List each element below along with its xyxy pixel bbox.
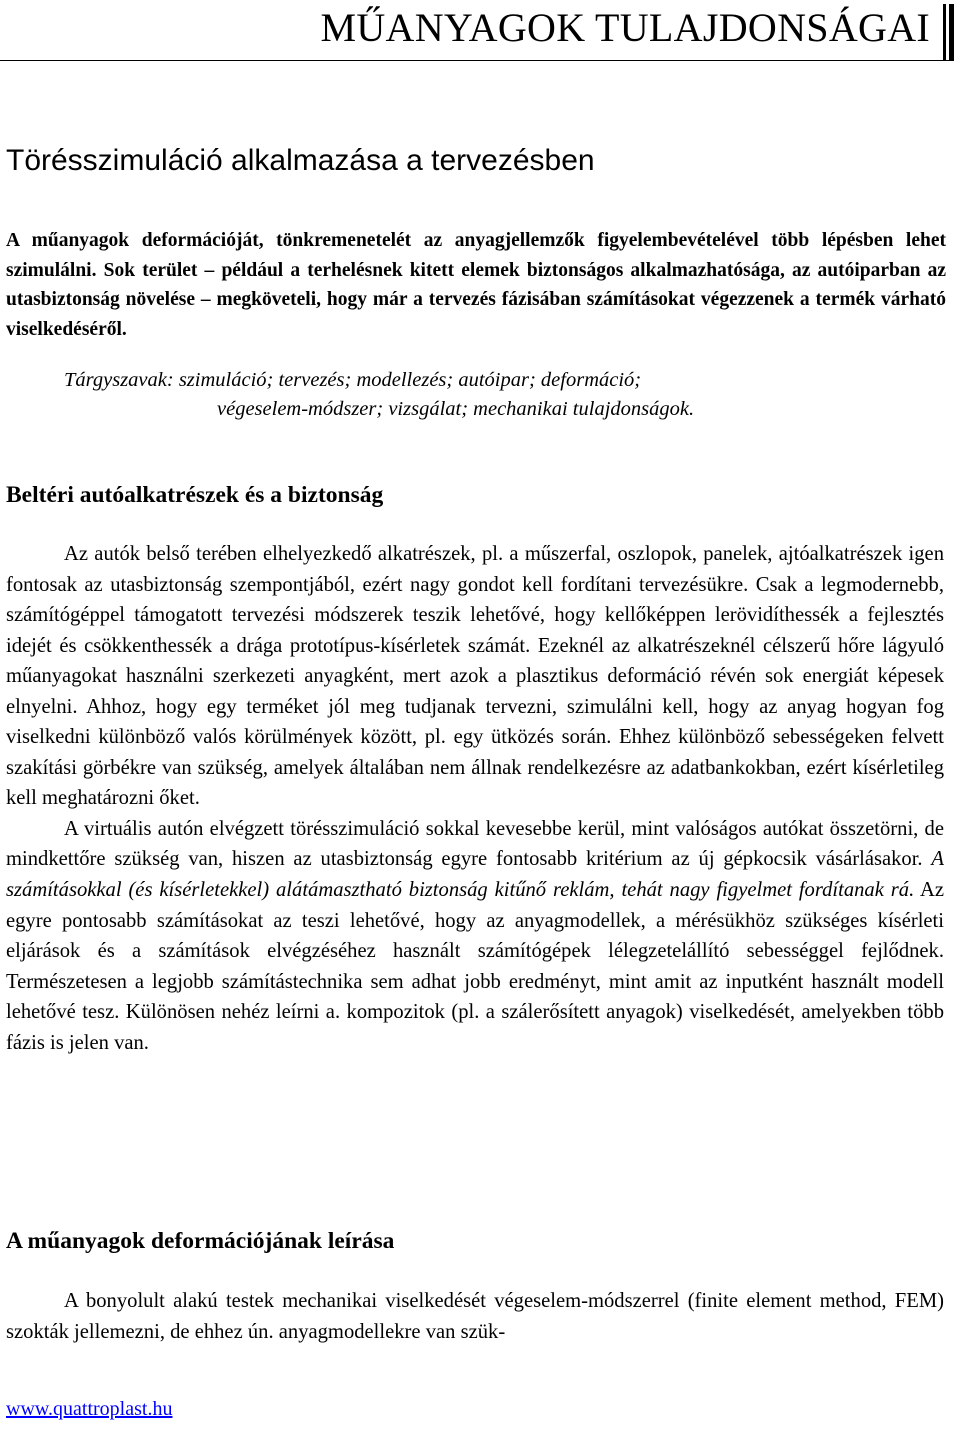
- abstract: A műanyagok deformációját, tönkremenetelét az anyagjellemzők figyelembevételével több lépésben lehet szimulálni. Sok terület – például a terhelésnek kitett elemek biztonságos alkalmazhatósága, az autóiparban az utasbiztonság növelése – megköveteli, hogy már a tervezés fázisában számításokat végezzenek a termék várható viselkedéséről.: [6, 230, 946, 341]
- section-heading-deformation: A műanyagok deformációjának leírása: [6, 1228, 395, 1254]
- paragraph-text: A virtuális autón elvégzett törésszimuláció sokkal kevesebbe kerül, mint valóságos autókat összetörni, de mindkettőre szükség van, hiszen az utasbiztonság egyre fontosabb kritérium az új gépkocsik vásárlásakor.: [6, 817, 944, 871]
- paragraph: A bonyolult alakú testek mechanikai viselkedését végeselem-módszerrel (finite element method, FEM) szokták jellemezni, de ehhez ún. anyagmodellekre van szük-: [6, 1290, 944, 1343]
- paragraph-text: Az egyre pontosabb számításokat az teszi lehetővé, hogy az anyagmodellek, a mérésükhöz szükséges kísérleti eljárások és a számítások elvégzéséhez használt számítógépek lélegzetelállító sebességgel fejlődnek. Természetesen a legjobb számítástechnika sem adhat jobb eredményt, mint amit az inputként használt modell lehetővé tesz. Különösen nehéz leírni a. kompozitok (pl. a szálerősített anyagok) viselkedését, amelyekben több fázis is jelen van.: [6, 879, 945, 1054]
- section-heading-interior-safety: Beltéri autóalkatrészek és a biztonság: [6, 482, 384, 508]
- article-title: Törésszimuláció alkalmazása a tervezésben: [6, 144, 595, 177]
- website-link[interactable]: www.quattroplast.hu: [6, 1398, 173, 1420]
- running-title: MŰANYAGOK TULAJDONSÁGAI: [320, 5, 930, 50]
- keywords-line-1: Tárgyszavak: szimuláció; tervezés; modellezés; autóipar; deformáció;: [64, 369, 642, 391]
- header-bar-thin: [943, 4, 946, 61]
- page-header: [0, 0, 960, 70]
- header-rule: [0, 60, 950, 61]
- section-body-deformation: [6, 1286, 944, 1347]
- keywords-line-2: végeselem-módszer; vizsgálat; mechanikai tulajdonságok.: [217, 398, 695, 420]
- header-bar-thick: [949, 4, 954, 61]
- paragraph: Az autók belső terében elhelyezkedő alkatrészek, pl. a műszerfal, oszlopok, panelek, ajtóalkatrészek igen fontosak az utasbiztonság szempontjából, ezért nagy gondot kell fordítani tervezésükre. Csak a legmodernebb, számítógéppel támogatott tervezési módszerek teszik lehetővé, hogy kellőképpen lerövidíthessék a fejlesztés idejét és csökkenthessék a drága prototípus-kísérletek számát. Ezeknél az alkatrészeknél célszerű hőre lágyuló műanyagokat használni szerkezeti anyagként, mert azok a plasztikus deformáció révén sok energiát képesek elnyelni. Ahhoz, hogy egy terméket jól meg tudjanak tervezni, szimulálni kell, hogy az anyag hogyan fog viselkedni különböző valós körülmények között, pl. egy ütközés során. Ehhez különböző sebességeken felvett szakítási görbékre van szükség, amelyek általában nem állnak rendelkezésre az adatbankokban, ezért kísérletileg kell meghatározni őket.: [6, 543, 944, 810]
- keywords: [64, 366, 864, 424]
- section-body-interior-safety: [6, 539, 944, 1058]
- paragraph: [6, 814, 944, 1058]
- paragraph-emphasis: A számításokkal (és kísérletekkel) alátámasztható biztonság kitűnő reklám, tehát nagy figyelmet fordítanak rá.: [6, 848, 944, 902]
